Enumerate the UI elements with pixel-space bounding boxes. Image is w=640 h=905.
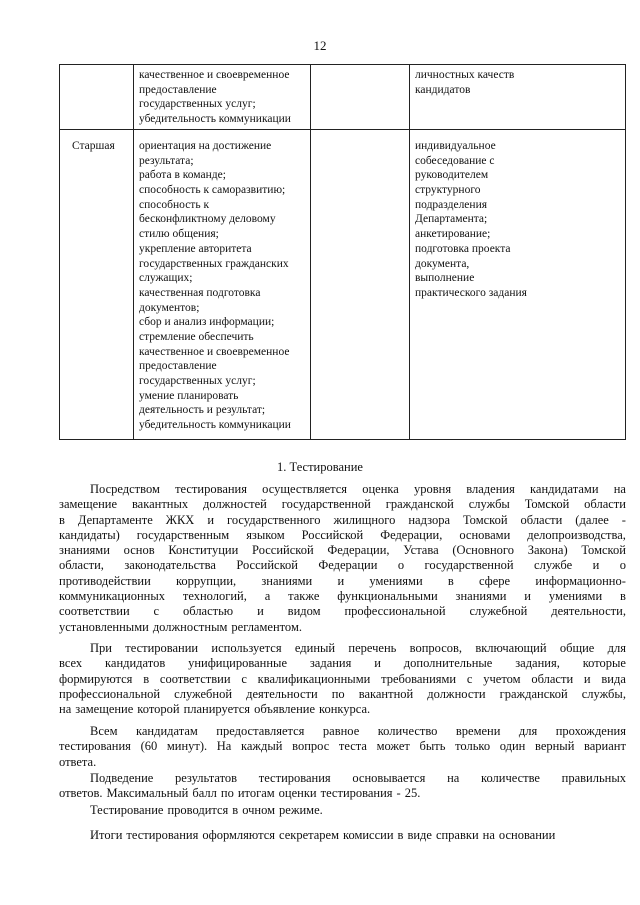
cell-line: личностных качеств bbox=[415, 69, 515, 81]
paragraph bbox=[59, 641, 626, 717]
paragraph-line: Всем кандидатам предоставляется равное количество времени для прохождения bbox=[90, 724, 626, 738]
table-border-left bbox=[59, 64, 60, 440]
paragraph-line: профессиональной служебной деятельности по вакантной должности гражданской службы, bbox=[59, 686, 626, 701]
cell-line: Департамента; bbox=[415, 213, 488, 226]
cell-line: качественное и своевременное bbox=[139, 69, 290, 81]
paragraph-line: соответствии с областью и видом профессиональной служебной деятельности, bbox=[59, 604, 626, 619]
cell-line: индивидуальное bbox=[415, 140, 496, 152]
paragraph-line: установленными должностным регламентом. bbox=[59, 619, 302, 634]
cell-line: документа, bbox=[415, 257, 470, 270]
paragraph bbox=[59, 724, 626, 770]
cell-line: государственных услуг; bbox=[139, 98, 256, 111]
cell-line: качественная подготовка bbox=[139, 286, 261, 299]
cell-line: убедительность коммуникации bbox=[139, 113, 291, 126]
table-border-bottom bbox=[59, 439, 626, 440]
cell-line: способность к bbox=[139, 198, 210, 211]
paragraph-line: всех кандидатов унифицированные задания и дополнительные задания, которые bbox=[59, 656, 626, 671]
cell-line: выполнение bbox=[415, 272, 475, 285]
table-row-divider bbox=[59, 129, 626, 130]
cell-line: кандидатов bbox=[415, 83, 471, 96]
paragraph bbox=[59, 771, 626, 802]
table-cell-competencies bbox=[139, 139, 291, 433]
paragraph-line: При тестировании используется единый перечень вопросов, включающий общие для bbox=[90, 641, 626, 655]
paragraph-line: формируются в соответствии с квалификационными требованиями с учетом области и вида bbox=[59, 671, 626, 686]
table-col-divider bbox=[310, 64, 311, 440]
cell-line: результата; bbox=[139, 154, 194, 167]
paragraph-line: тестирования (60 минут). На каждый вопрос теста может быть только один верный вариант bbox=[59, 739, 626, 754]
table-cell-group: Старшая bbox=[72, 140, 115, 152]
paragraph bbox=[59, 803, 626, 818]
paragraph-line: Посредством тестирования осуществляется оценка уровня владения кандидатами на bbox=[90, 482, 626, 496]
paragraph-line: в Департаменте ЖКХ и государственного жилищного надзора Томской области (далее - bbox=[59, 512, 626, 527]
cell-line: убедительность коммуникации bbox=[139, 419, 291, 432]
cell-line: документов; bbox=[139, 301, 200, 314]
cell-line: руководителем bbox=[415, 169, 489, 182]
cell-line: сбор и анализ информации; bbox=[139, 316, 275, 329]
paragraph-line: замещение вакантных должностей государственной гражданской службы Томской области bbox=[59, 497, 626, 512]
paragraph-line: ответов. Максимальный балл по итогам оценки тестирования - 25. bbox=[59, 786, 421, 801]
cell-line: работа в команде; bbox=[139, 169, 226, 182]
cell-line: бесконфликтному деловому bbox=[139, 213, 276, 226]
paragraph-line: кандидаты) государственным языком Российской Федерации, основами делопроизводства, bbox=[59, 527, 626, 542]
table-cell-methods bbox=[415, 139, 527, 301]
cell-line: ориентация на достижение bbox=[139, 140, 272, 152]
paragraph-line: противодействии коррупции, знаниями и умениями в сфере информационно- bbox=[59, 573, 626, 588]
competency-table bbox=[59, 64, 626, 440]
paragraph bbox=[59, 482, 626, 635]
section-heading: 1. Тестирование bbox=[277, 460, 363, 474]
table-border-top bbox=[59, 64, 626, 65]
paragraph-line: области, законодательства Российской Федерации о государственной службе и о bbox=[59, 558, 626, 573]
paragraph-line: Тестирование проводится в очном режиме. bbox=[90, 803, 323, 817]
table-border-right bbox=[625, 64, 626, 440]
paragraph-line: ответа. bbox=[59, 754, 97, 769]
table-cell-competencies bbox=[139, 68, 291, 127]
paragraph bbox=[59, 828, 626, 843]
paragraph-line: Подведение результатов тестирования основывается на количестве правильных bbox=[90, 771, 626, 785]
paragraph-line: на замещение которой планируется объявление конкурса. bbox=[59, 702, 371, 717]
cell-line: практического задания bbox=[415, 286, 527, 299]
cell-line: служащих; bbox=[139, 272, 193, 285]
cell-line: качественное и своевременное bbox=[139, 345, 290, 358]
paragraph-line: знаниями основ Конституции Российской Федерации, Устава (Основного Закона) Томской bbox=[59, 543, 626, 558]
cell-line: государственных услуг; bbox=[139, 375, 256, 387]
cell-line: структурного bbox=[415, 184, 481, 197]
table-col-divider bbox=[409, 64, 410, 440]
cell-line: государственных гражданских bbox=[139, 257, 289, 270]
cell-line: умение планировать bbox=[139, 389, 239, 402]
paragraph-line: коммуникационных технологий, а также функциональными знаниями и умениями в bbox=[59, 589, 626, 604]
table-col-divider bbox=[133, 64, 134, 440]
paragraph-line: Итоги тестирования оформляются секретарем комиссии в виде справки на основании bbox=[90, 828, 556, 842]
cell-line: подготовка проекта bbox=[415, 242, 511, 255]
cell-line: собеседование с bbox=[415, 154, 495, 167]
cell-line: стремление обеспечить bbox=[139, 330, 254, 343]
page-number: 12 bbox=[313, 38, 327, 53]
cell-line: подразделения bbox=[415, 198, 488, 211]
cell-line: деятельность и результат; bbox=[139, 404, 266, 417]
cell-line: анкетирование; bbox=[415, 228, 491, 241]
cell-line: укрепление авторитета bbox=[139, 242, 252, 255]
cell-line: способность к саморазвитию; bbox=[139, 184, 286, 197]
cell-line: предоставление bbox=[139, 83, 217, 96]
cell-line: стилю общения; bbox=[139, 228, 219, 241]
cell-line: предоставление bbox=[139, 360, 217, 373]
table-cell-methods bbox=[415, 68, 514, 97]
